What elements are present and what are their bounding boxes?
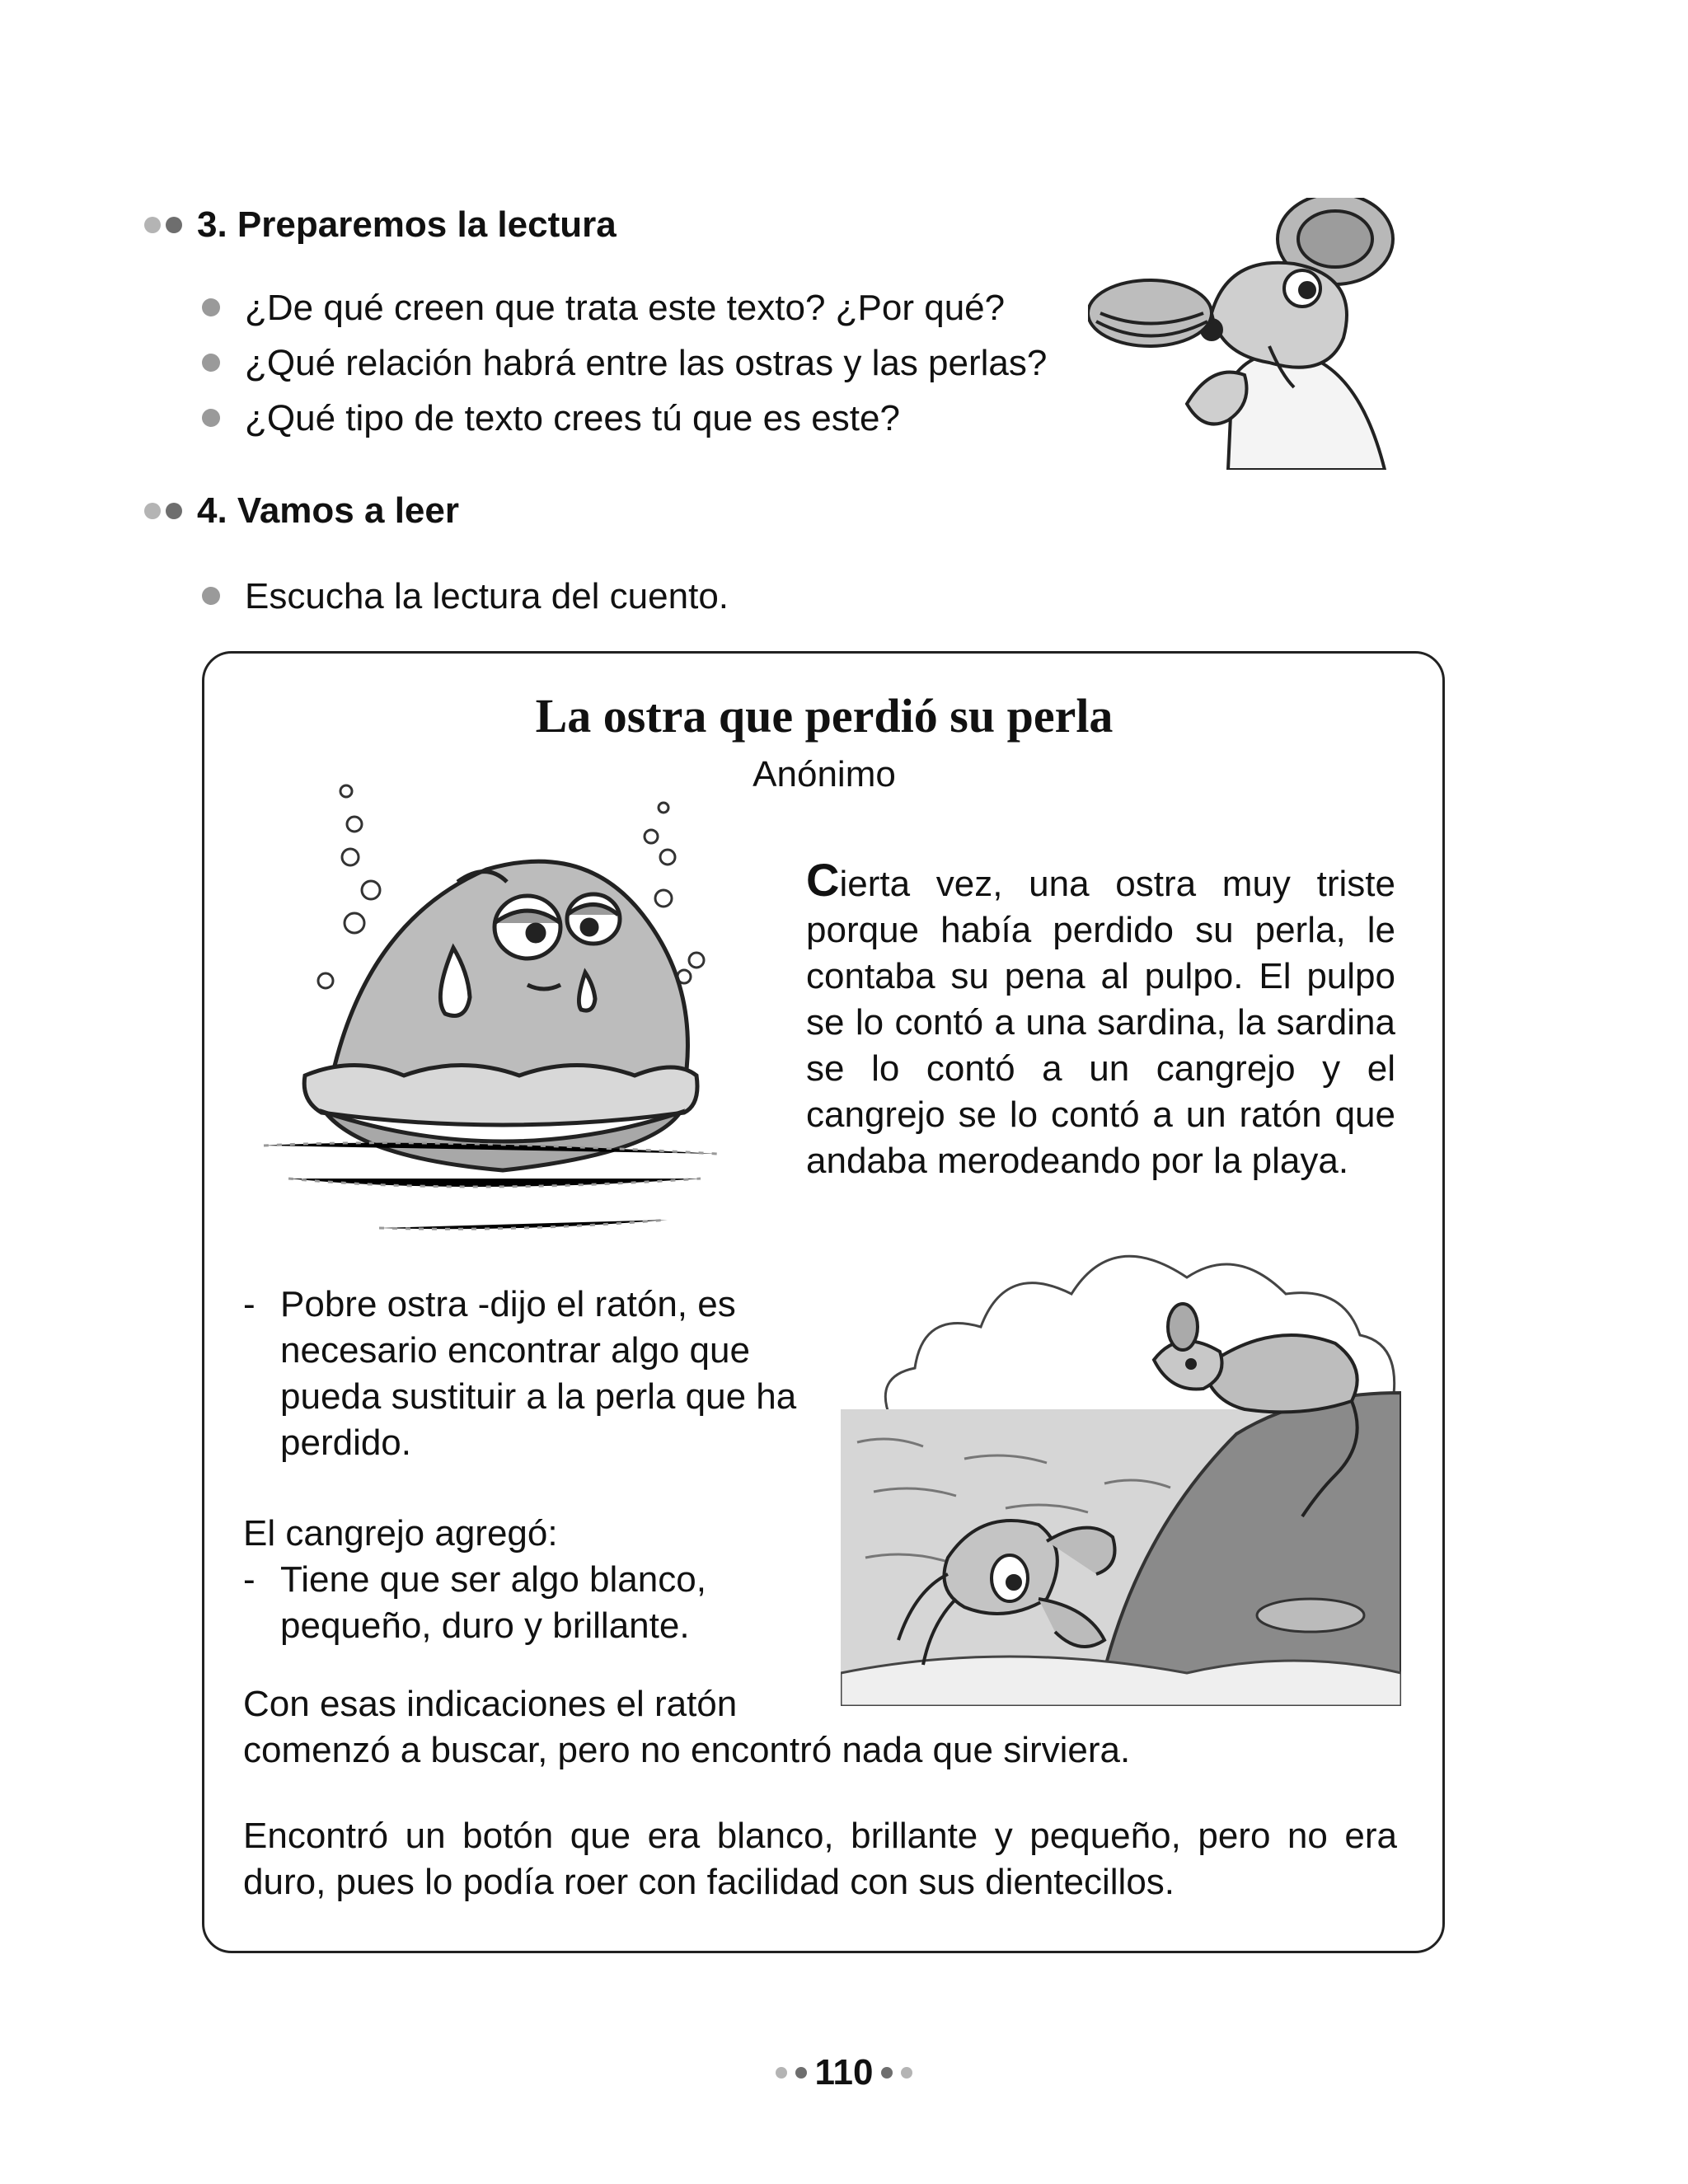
bullet-dots-icon bbox=[144, 503, 182, 519]
section-4-title: 4. Vamos a leer bbox=[197, 490, 459, 531]
crab-intro: El cangrejo agregó: bbox=[243, 1513, 558, 1554]
section-3-title: 3. Preparemos la lectura bbox=[197, 204, 617, 245]
dot-icon bbox=[795, 2067, 807, 2079]
list-item: ¿Qué relación habrá entre las ostras y las perlas? bbox=[202, 335, 1047, 391]
story-paragraph-2-line-2: comenzó a buscar, pero no encontró nada que sirviera. bbox=[243, 1730, 1131, 1770]
dialogue-dash: - bbox=[243, 1284, 256, 1324]
story-paragraph-3: Encontró un botón que era blanco, brillante y pequeño, pero no era duro, pues lo podía roer con facilidad con sus dientecillos. bbox=[243, 1816, 1397, 1902]
story-title: La ostra que perdió su perla bbox=[535, 689, 1114, 743]
mouse-and-crab-beach-illustration bbox=[841, 1212, 1401, 1706]
mouse-dialogue-text: Pobre ostra -dijo el ratón, es necesario encontrar algo que pueda sustituir a la perla que ha perdido. bbox=[280, 1284, 797, 1463]
bullet-dots-icon bbox=[144, 217, 182, 233]
crying-oyster-illustration bbox=[256, 783, 734, 1240]
section-3-heading bbox=[144, 204, 617, 246]
story-paragraph-1: Cierta vez, una ostra muy triste porque había perdido su perla, le contaba su pena al pulpo. El pulpo se lo contó a una sardina, la sardina se lo contó a un cangrejo y el cangrejo se lo contó a un ratón que andaba merodeando por la playa. bbox=[806, 854, 1395, 1181]
mouse-eating-oyster-illustration bbox=[1088, 198, 1401, 470]
dot-icon bbox=[776, 2067, 787, 2079]
dot-icon bbox=[901, 2067, 912, 2079]
list-item: ¿Qué tipo de texto crees tú que es este? bbox=[202, 391, 1047, 446]
dot-icon bbox=[881, 2067, 893, 2079]
crab-dialogue-text: Tiene que ser algo blanco, pequeño, duro y brillante. bbox=[280, 1559, 706, 1646]
drop-cap: C bbox=[806, 854, 840, 906]
mouse-dialogue bbox=[243, 1282, 812, 1466]
bullet-icon bbox=[202, 409, 220, 427]
section-4-instructions bbox=[202, 569, 729, 624]
crab-dialogue bbox=[243, 1557, 754, 1649]
page-number: 110 bbox=[0, 2052, 1688, 2093]
list-item: Escucha la lectura del cuento. bbox=[202, 569, 729, 624]
section-4-heading bbox=[144, 490, 459, 532]
story-author: Anónimo bbox=[753, 754, 896, 794]
list-item: ¿De qué creen que trata este texto? ¿Por qué? bbox=[202, 280, 1047, 335]
dialogue-dash: - bbox=[243, 1559, 256, 1600]
section-3-questions bbox=[202, 280, 1047, 446]
bullet-icon bbox=[202, 354, 220, 372]
story-paragraph-2-line-1: Con esas indicaciones el ratón bbox=[243, 1684, 738, 1724]
bullet-icon bbox=[202, 298, 220, 316]
bullet-icon bbox=[202, 587, 220, 605]
